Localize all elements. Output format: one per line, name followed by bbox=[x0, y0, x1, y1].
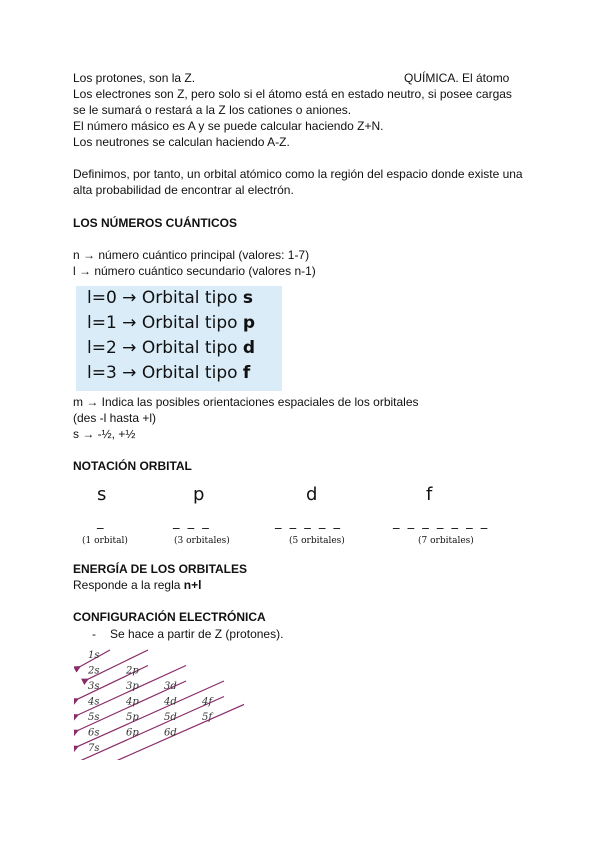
orbital-type-p: l=1 → Orbital tipo p bbox=[87, 313, 256, 333]
definition-line-2: alta probabilidad de encontrar al electrón. bbox=[73, 183, 294, 197]
intro-line-4: El número másico es A y se puede calcular haciendo Z+N. bbox=[73, 119, 384, 133]
notation-caption-f: (7 orbitales) bbox=[418, 536, 474, 546]
orbital-label-4s: 4s bbox=[88, 696, 100, 708]
orbital-types-box bbox=[76, 286, 282, 391]
orbital-label-6d: 6d bbox=[164, 727, 177, 739]
orbital-label-4d: 4d bbox=[164, 696, 177, 708]
config-bullet: Se hace a partir de Z (protones). bbox=[110, 627, 284, 641]
energy-heading: ENERGÍA DE LOS ORBITALES bbox=[73, 562, 248, 576]
aufbau-diagram bbox=[74, 648, 244, 760]
orbital-label-2s: 2s bbox=[88, 665, 100, 677]
orbital-label-5p: 5p bbox=[126, 712, 139, 723]
orbital-label-4p: 4p bbox=[126, 696, 139, 708]
intro-line-5: Los neutrones se calculan haciendo A-Z. bbox=[73, 135, 290, 149]
quantum-s-line: s → -½, +½ bbox=[73, 427, 136, 441]
definition-line-1: Definimos, por tanto, un orbital atómico como la región del espacio donde existe una bbox=[73, 167, 523, 181]
notation-dashes-f: _ _ _ _ _ _ _ bbox=[393, 515, 490, 530]
notation-heading: NOTACIÓN ORBITAL bbox=[73, 459, 192, 473]
quantum-m-range: (des -l hasta +l) bbox=[73, 411, 157, 425]
orbital-label-5s: 5s bbox=[88, 712, 100, 723]
notation-caption-d: (5 orbitales) bbox=[289, 536, 345, 546]
orbital-label-3s: 3s bbox=[88, 681, 100, 692]
orbital-label-6p: 6p bbox=[126, 727, 139, 739]
orbital-label-7s: 7s bbox=[88, 743, 100, 754]
notation-caption-s: (1 orbital) bbox=[82, 536, 128, 546]
notation-letter-f: f bbox=[426, 484, 433, 505]
intro-line-1: Los protones, son la Z. bbox=[73, 71, 196, 85]
orbital-label-6s: 6s bbox=[88, 727, 100, 739]
intro-line-3: se le sumará o restará a la Z los cationes o aniones. bbox=[73, 103, 352, 117]
intro-line-2: Los electrones son Z, pero solo si el átomo está en estado neutro, si posee cargas bbox=[73, 87, 512, 101]
quantum-m-line: m → Indica las posibles orientaciones espaciales de los orbitales bbox=[73, 395, 419, 409]
notation-caption-p: (3 orbitales) bbox=[174, 536, 230, 546]
page-header-title: QUÍMICA. El átomo bbox=[404, 71, 510, 85]
notation-letter-p: p bbox=[193, 484, 205, 505]
orbital-label-3d: 3d bbox=[164, 681, 177, 692]
orbital-type-s: l=0 → Orbital tipo s bbox=[87, 288, 254, 308]
config-heading: CONFIGURACIÓN ELECTRÓNICA bbox=[73, 610, 266, 624]
notation-dashes-p: _ _ _ bbox=[173, 515, 211, 530]
orbital-type-f: l=3 → Orbital tipo f bbox=[87, 363, 251, 383]
orbital-label-2p: 2p bbox=[126, 665, 139, 677]
notation-dashes-d: _ _ _ _ _ bbox=[275, 515, 343, 530]
quantum-l-line: l → número cuántico secundario (valores n-1) bbox=[73, 264, 316, 278]
orbital-label-1s: 1s bbox=[88, 650, 100, 661]
quantum-heading: LOS NÚMEROS CUÁNTICOS bbox=[73, 216, 238, 230]
energy-text: Responde a la regla n+l bbox=[73, 578, 202, 592]
quantum-n-line: n → número cuántico principal (valores: 1-7) bbox=[73, 248, 310, 262]
energy-rule: n+l bbox=[183, 578, 202, 592]
orbital-label-5d: 5d bbox=[164, 712, 177, 723]
orbital-label-5f: 5f bbox=[202, 712, 213, 723]
orbital-label-4f: 4f bbox=[202, 696, 213, 708]
notation-dashes-s: _ bbox=[97, 515, 106, 530]
orbital-type-d: l=2 → Orbital tipo d bbox=[87, 338, 256, 358]
notation-letter-s: s bbox=[97, 484, 107, 505]
notation-letter-d: d bbox=[306, 484, 318, 505]
config-bullet-marker: - bbox=[92, 627, 96, 641]
orbital-label-3p: 3p bbox=[126, 681, 139, 692]
